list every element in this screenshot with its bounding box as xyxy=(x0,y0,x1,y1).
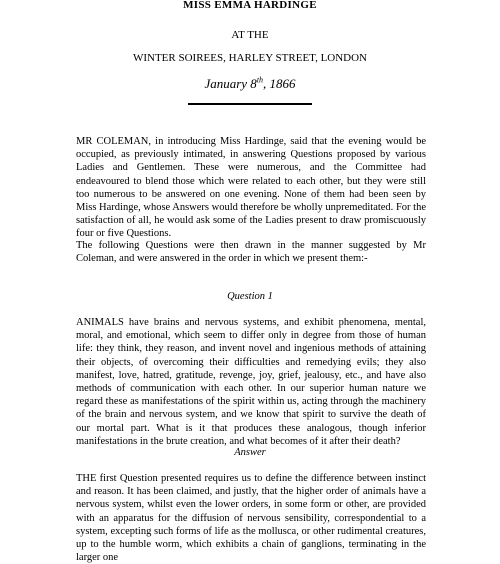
intro-paragraph: MR COLEMAN, in introducing Miss Hardinge, said that the evening would be occupied, as previously intimated, in answering Questions proposed by various Ladies and Gentlemen. These were numerous, and the Committee had endeavoured to blend those which were related to each other, but they were still too numerous to be answered on one evening. None of them had been seen by Miss Hardinge, whose Answers would therefore be wholly unpremeditated. For the satisfaction of all, he would ask some of the Ladies present to draw promiscuously four or five Questions. xyxy=(76,136,426,240)
venue-line: WINTER SOIREES, HARLEY STREET, LONDON xyxy=(132,52,368,64)
answer-text: THE first Question presented requires us to define the difference between instinct and reason. It has been claimed, and justly, that the higher order of animals have a nervous system, whilst even the lower orders, in some form or other, are provided with an apparatus for the diffusion of nervous sensibility, correspondential to a system, excepting such forms of life as the mollusca, or other rudimental creatures, up to the humble worm, which exhibits a chain of ganglions, terminating in the larger one xyxy=(76,473,426,564)
document-title: MISS EMMA HARDINGE xyxy=(183,0,317,11)
question-heading: Question 1 xyxy=(227,291,273,302)
questions-paragraph: The following Questions were then drawn in the manner suggested by Mr Coleman, and were answered in the order in which we present them:- xyxy=(76,240,426,265)
decorative-double-rule xyxy=(188,103,312,105)
at-line: AT THE xyxy=(231,29,269,41)
question-text: ANIMALS have brains and nervous systems, and exhibit phenomena, mental, moral, and emotional, which seem to differ only in degree from those of human life: they think, they reason, and invent novel and ingenious methods of attaining their objects, of overcoming their difficulties and remedying evils; they also manifest, love, hatred, gratitude, revenge, joy, grief, jealousy, etc., and have also methods of communication with each other. In our superior human nature we regard these as manifestations of the spirit within us, acting through the machinery of the brain and nervous system, and we know that spirit to survive the death of our mortal part. What is it that produces these analogous, though inferior manifestations in the brute creation, and what becomes of it after their death? xyxy=(76,317,426,447)
date-line xyxy=(0,76,500,92)
date-main: January 8 xyxy=(204,76,257,91)
answer-heading: Answer xyxy=(234,447,266,458)
date-year: , 1866 xyxy=(263,76,296,91)
date-superscript: th xyxy=(256,75,264,85)
